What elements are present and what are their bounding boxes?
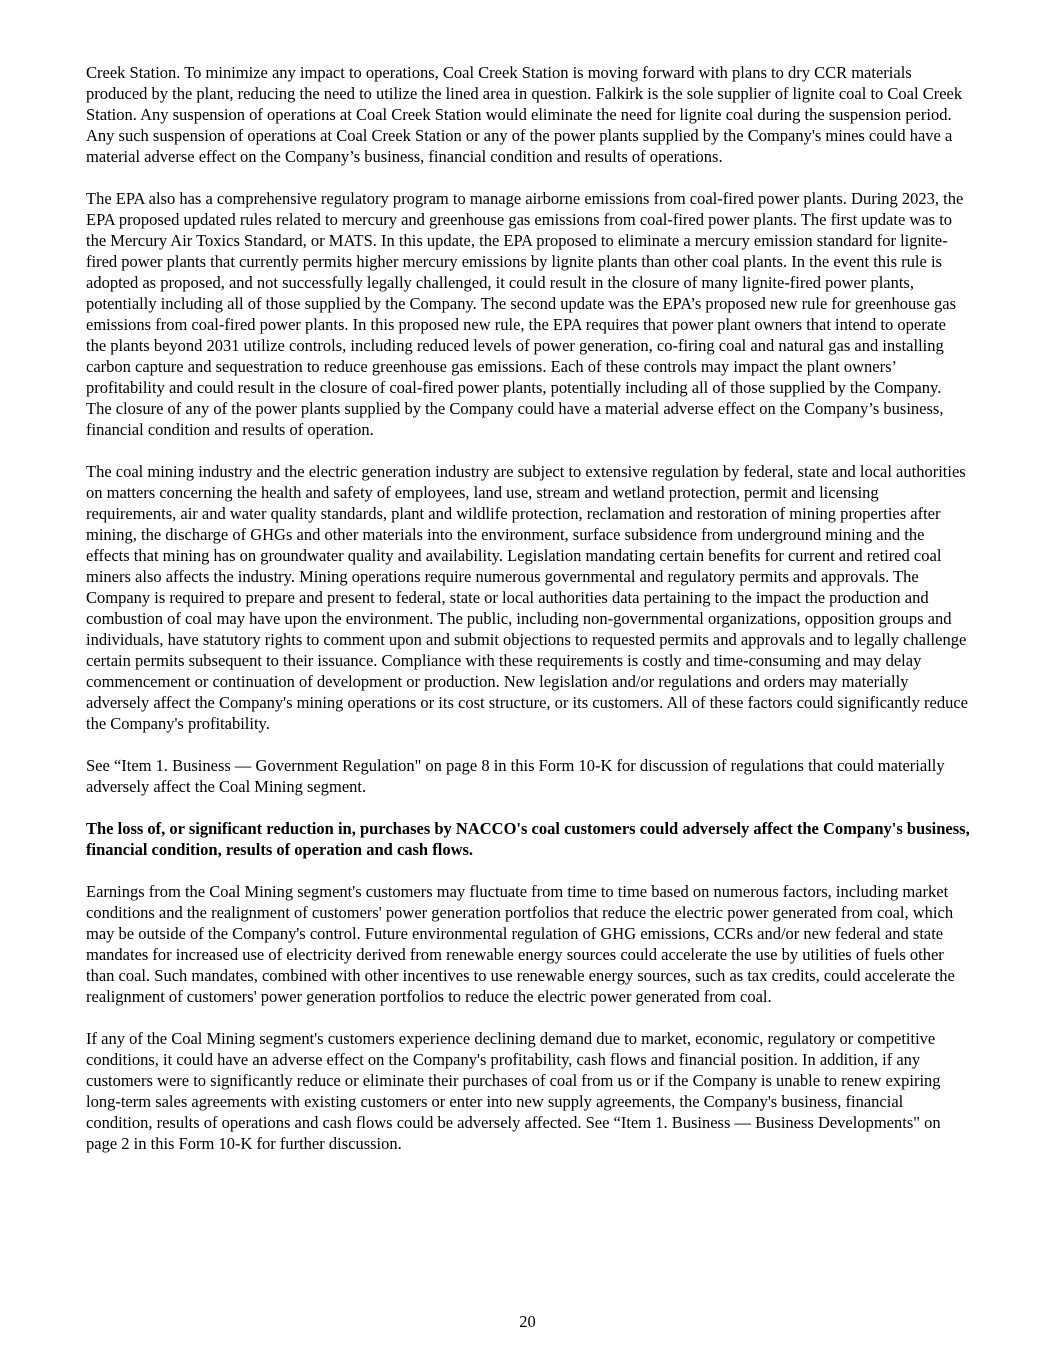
paragraph-customer-demand-decline: If any of the Coal Mining segment's customers experience declining demand due to market, economic, regulatory or competitive conditions, it could have an adverse effect on the Company's profitability, cash flows and financial position. In addition, if any customers were to significantly reduce or eliminate their purchases of coal from us or if the Company is unable to renew expiring long-term sales agreements with existing customers or enter into new supply agreements, the Company's business, financial condition, results of operations and cash flows could be adversely affected. See “Item 1. Business — Business Developments" on page 2 in this Form 10-K for further discussion. [86, 1029, 941, 1153]
paragraph-see-government-regulation-reference: See “Item 1. Business — Government Regulation" on page 8 in this Form 10-K for discussion of regulations that could materially adversely affect the Coal Mining segment. [86, 756, 945, 796]
page-number: 20 [519, 1312, 536, 1331]
document-body [86, 62, 970, 1175]
paragraph-mining-industry-regulation: The coal mining industry and the electric generation industry are subject to extensive regulation by federal, state and local authorities on matters concerning the health and safety of employees, land use, stream and wetland protection, permit and licensing requirements, air and water quality standards, plant and wildlife protection, reclamation and restoration of mining properties after mining, the discharge of GHGs and other materials into the environment, surface subsidence from underground mining and the effects that mining has on groundwater quality and availability. Legislation mandating certain benefits for current and retired coal miners also affects the industry. Mining operations require numerous governmental and regulatory permits and approvals. The Company is required to prepare and present to federal, state or local authorities data pertaining to the impact the production and combustion of coal may have upon the environment. The public, including non-governmental organizations, opposition groups and individuals, have statutory rights to comment upon and submit objections to requested permits and approvals and to legally challenge certain permits subsequent to their issuance. Compliance with these requirements is costly and time-consuming and may delay commencement or continuation of development or production. New legislation and/or regulations and orders may materially adversely affect the Company's mining operations or its cost structure, or its customers. All of these factors could significantly reduce the Company's profitability. [86, 462, 968, 733]
risk-factor-heading: The loss of, or significant reduction in, purchases by NACCO's coal customers could adversely affect the Company's business, financial condition, results of operation and cash flows. [86, 819, 970, 859]
paragraph-coal-creek-station: Creek Station. To minimize any impact to operations, Coal Creek Station is moving forward with plans to dry CCR materials produced by the plant, reducing the need to utilize the lined area in question. Falkirk is the sole supplier of lignite coal to Coal Creek Station. Any suspension of operations at Coal Creek Station would eliminate the need for lignite coal during the suspension period. Any such suspension of operations at Coal Creek Station or any of the power plants supplied by the Company's mines could have a material adverse effect on the Company’s business, financial condition and results of operations. [86, 63, 963, 166]
paragraph-earnings-fluctuation: Earnings from the Coal Mining segment's customers may fluctuate from time to time based on numerous factors, including market conditions and the realignment of customers' power generation portfolios that reduce the electric power generated from coal, which may be outside of the Company's control. Future environmental regulation of GHG emissions, CCRs and/or new federal and state mandates for increased use of electricity derived from renewable energy sources could accelerate the use by utilities of fuels other than coal. Such mandates, combined with other incentives to use renewable energy sources, such as tax credits, could accelerate the realignment of customers' power generation portfolios to reduce the electric power generated from coal. [86, 882, 955, 1006]
paragraph-epa-regulatory-program: The EPA also has a comprehensive regulatory program to manage airborne emissions from coal-fired power plants. During 2023, the EPA proposed updated rules related to mercury and greenhouse gas emissions from coal-fired power plants. The first update was to the Mercury Air Toxics Standard, or MATS. In this update, the EPA proposed to eliminate a mercury emission standard for lignite-fired power plants that currently permits higher mercury emissions by lignite plants than other coal plants. In the event this rule is adopted as proposed, and not successfully legally challenged, it could result in the closure of many lignite-fired power plants, potentially including all of those supplied by the Company. The second update was the EPA’s proposed new rule for greenhouse gas emissions from coal-fired power plants. In this proposed new rule, the EPA requires that power plant owners that intend to operate the plants beyond 2031 utilize controls, including reduced levels of power generation, co-firing coal and natural gas and installing carbon capture and sequestration to reduce greenhouse gas emissions. Each of these controls may impact the plant owners’ profitability and could result in the closure of coal-fired power plants, potentially including all of those supplied by the Company. The closure of any of the power plants supplied by the Company could have a material adverse effect on the Company’s business, financial condition and results of operation. [86, 189, 964, 439]
